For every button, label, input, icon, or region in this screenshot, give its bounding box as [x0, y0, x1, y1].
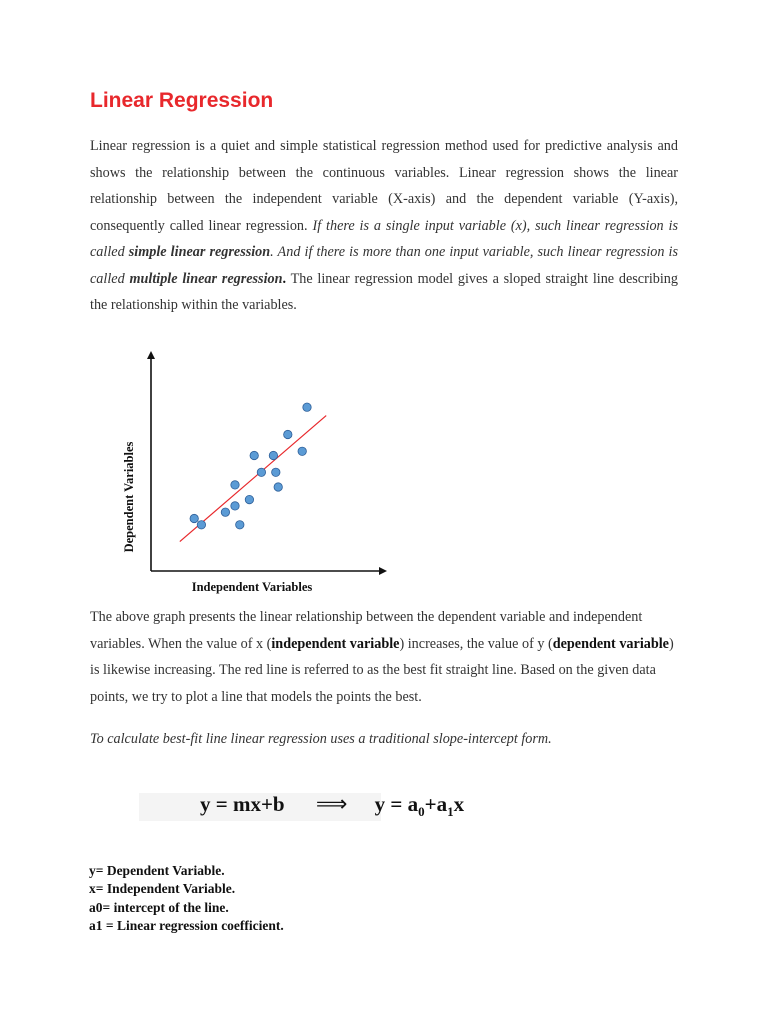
intro-paragraph [90, 133, 678, 319]
text-run: The above graph presents the linear relationship between the dependent variable and independent variables. When the value of x ( [90, 609, 643, 652]
text-run: ) increases, the value of y ( [399, 635, 553, 652]
definition-a1: a1 = Linear regression coefficient. [89, 917, 284, 933]
scatter-chart [115, 345, 405, 595]
data-point [221, 508, 229, 516]
data-point [190, 514, 198, 522]
data-point [245, 495, 253, 503]
data-point [231, 502, 239, 510]
text-run: dependent variable [552, 635, 669, 652]
text-run: simple linear regression [128, 244, 271, 260]
chart-y-label: Dependent Variables [122, 441, 136, 553]
data-point [197, 521, 205, 529]
slope-intercept-note: To calculate best-fit line linear regression uses a traditional slope-intercept form. [90, 731, 552, 747]
text-run: If there is a single input variable (x), such linear regression is called [90, 217, 678, 260]
data-point [274, 483, 282, 491]
formula [200, 791, 464, 820]
text-run: ) is likewise increasing. The red line is referred to as the best fit straight line. Based on the given data points, we try to plot a line that models the points the best. [90, 635, 674, 705]
definition-a0: a0= intercept of the line. [89, 899, 229, 915]
text-run: The linear regression model gives a sloped straight line describing the relationship within the variables. [90, 270, 678, 313]
text-run: . [282, 270, 287, 287]
data-point [257, 468, 265, 476]
data-point [231, 481, 239, 489]
graph-explanation-paragraph [90, 604, 678, 710]
data-point [236, 521, 244, 529]
page-title: Linear Regression [90, 89, 274, 112]
data-point [298, 447, 306, 455]
subscript-0: 0 [418, 804, 425, 820]
text-run: independent variable [271, 635, 400, 652]
definition-x: x= Independent Variable. [89, 881, 236, 897]
subscript-1: 1 [447, 804, 454, 820]
data-point [269, 451, 277, 459]
data-point [284, 430, 292, 438]
formula-left: y = mx+b [200, 792, 285, 816]
x-axis-arrow-icon [379, 567, 387, 575]
y-axis-arrow-icon [147, 351, 155, 359]
formula-right: $y = a_0+a_1x$ [374, 792, 465, 820]
implies-arrow-icon: ⟹ [315, 791, 348, 816]
data-point [272, 468, 280, 476]
variable-definitions [89, 862, 284, 935]
text-run: multiple linear regression [129, 270, 283, 287]
definition-y: y= Dependent Variable. [89, 863, 225, 878]
data-point [250, 451, 258, 459]
chart-x-label: Independent Variables [191, 580, 313, 594]
text-run: . And if there is more than one input variable, such linear regression is called [90, 244, 679, 287]
text-run: Linear regression is a quiet and simple statistical regression method used for predictive analysis and shows the relationship between the continuous variables. Linear regression shows the linear relationship between the independent variable (X-axis) and the dependent variable (Y-axis), consequently called linear regression. [90, 138, 678, 234]
data-point [303, 403, 311, 411]
